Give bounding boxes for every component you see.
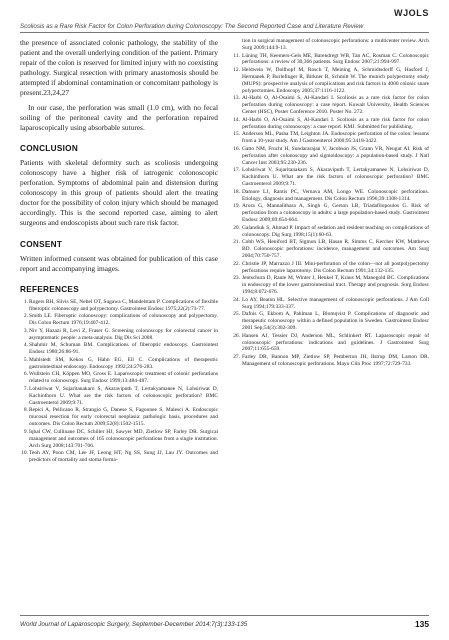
reference-text: Shahmir M, Schuman BM. Complications of fiberoptic endoscopy. Gastrointest Endosc 1980;26:86-91. [29, 342, 218, 356]
reference-number: 22. [233, 260, 240, 267]
body-paragraph: the presence of associated colonic pathology, the stability of the patient and the overall underlying condition of the patient. Primary repair of the colon is reserved for limited injury with no coexisting pathology. Surgical resection with primary anastomosis should be attempted if abdominal contamination or concomitant pathology is present.23,24,27 [20, 38, 218, 98]
reference-text: tion in surgical management of colonoscopic perforations: a multicenter review. Arch Surg 2009;144:9-13. [242, 38, 429, 51]
reference-text: Lüning TH, Keemers-Gels ME, Barendregt WB, Tan AC, Rosman C. Colonoscopic perforations: a review of 30,366 patients. Surg Endosc 2007;21:994-997. [242, 52, 429, 66]
reference-item [232, 333, 429, 354]
reference-number: 20. [233, 224, 240, 231]
reference-text: Iqbal CW, Cullinane DC, Schiller HJ, Sawyer MD, Zietlow SP, Farley DR. Surgical management and outcomes of 165 colonoscopic perforations from a single institution. Arch Surg 2008;143:701-706. [29, 428, 218, 449]
reference-number: 17. [233, 167, 240, 174]
reference-text: Lohsiriwat V, Sujaritanakarn S, Akaraviputh T, Lertakyamanee N, Lohsiriwat D, Kachinthorn U. What are the risk factors of colonoscopic perforation? BMC Gastroenterol 2009;9:71. [29, 385, 218, 406]
reference-text: Christie JP, Marrazzo J III. Mini-perforation of the colon—not all postpolypectomy perforations require laparotomy. Dis Colon Rectum 1991;34:132-135. [242, 260, 429, 274]
conclusion-heading: CONCLUSION [20, 143, 79, 153]
left-column [20, 38, 218, 610]
journal-citation: World Journal of Laparoscopic Surgery, September-December 2014;7(3):133-135 [20, 621, 248, 628]
header-rule [20, 32, 429, 33]
reference-text: Farley DR, Bannon MP, Zietlow SP, Pemberton JH, Ilstrup DM, Larson DR. Management of colonoscopic perforations. Mayo Clin Proc 1997;72:729-733. [242, 354, 429, 367]
reference-item [232, 297, 429, 311]
reference-item [232, 189, 429, 203]
reference-item [20, 328, 218, 342]
reference-number: 9. [23, 428, 28, 435]
reference-number: 4. [23, 342, 28, 349]
reference-item [232, 275, 429, 296]
reference-text: Teoh AY, Poon CM, Lee JF, Leong HT, Ng SS, Sung JJ, Lau JY. Outcomes and predictors of mortality and stoma forma- [29, 450, 218, 463]
reference-text: Niv Y, Hazazi R, Levi Z, Fraser G. Screening colonoscopy for colorectal cancer in asymptomatic people: a meta-analysis. Dig Dis Sci 2008. [29, 327, 218, 341]
consent-heading: CONSENT [20, 239, 63, 249]
reference-number: 12. [233, 67, 240, 73]
reference-text: Lohsiriwat V, Sujaritanakarn S, Akaraviputh T, Lertakyamanee N, Lohsiriwat D, Kachinthorn U. What are the risk factors of colonoscopic perforation? BMC Gastroenterol 2009;9:71. [242, 167, 429, 188]
reference-item [20, 299, 218, 313]
page-number: 135 [415, 619, 429, 629]
reference-number: 19. [233, 203, 240, 210]
reference-number: 7. [23, 385, 28, 392]
reference-number: 18. [233, 188, 240, 195]
reference-text: Jentschura D, Raute M, Winter J, Henkel T, Kraus M, Manegold BC. Complications in endoscopy of the lower gastrointestinal tract. Therapy and prognosis. Surg Endosc 1994;8:672-676. [242, 275, 429, 296]
consent-text: Written informed consent was obtained for publication of this case report and accompanying images. [20, 253, 218, 273]
reference-list [232, 38, 429, 368]
reference-text: Mahlstedt SM, Kekos G, Hahn EG, Ell C. Complications of therapeutic gastrointestinal endoscopy. Endoscopy 1992;24:276-283. [29, 356, 218, 370]
reference-item [232, 203, 429, 224]
reference-item [20, 450, 218, 464]
reference-item [232, 167, 429, 188]
reference-item [232, 146, 429, 167]
reference-number: 13. [233, 95, 240, 102]
reference-text: Heldwein W, Dollhopf M, Rosch T, Meining A, Schmidtsdorff G, Hasford J, Hermanek P, Burlefinger R, Birkner B, Schmitt W. The munich polypectomy study (MUPS): prospective analysis of complications and risk factors in 4000 colonic snare polypectomies. Endoscopy 2005;37:1116-1122. [242, 67, 429, 94]
reference-item [20, 407, 218, 428]
reference-text: Dafnis G, Ekbom A, Pahlman L, Blomqvist P. Complications of diagnostic and therapeutic colonoscopy within a defined population in Sweden. Gastrointest Endosc 2001 Sep;54(3):302-309. [242, 311, 429, 332]
reference-text: Rogers BH, Silvis SE, Nebel OT, Sugawa C, Mandelstam P. Complications of flexible fiberoptic colonoscopy and polypectomy. Gastrointest Endosc 1975;22(2):73-77. [29, 298, 218, 312]
reference-text: Al-Harbi O, Al-Osaimi S, Al-Kandari I. Scoliosis as a rare risk factor for colon perforation during colonoscopy: a case report. Kuwait University, Health Sciences Center (HSC), Poster Conference 2010. Poster No. 272. [242, 95, 429, 116]
reference-number: 3. [23, 327, 28, 334]
reference-number: 16. [233, 145, 240, 152]
reference-item [20, 386, 218, 407]
references-heading: REFERENCES [20, 284, 79, 294]
reference-item [232, 117, 429, 131]
reference-number: 24. [233, 296, 240, 303]
footer-rule [20, 615, 429, 616]
reference-item [232, 261, 429, 275]
reference-item [232, 239, 429, 260]
reference-number: 6. [23, 371, 28, 378]
reference-text: Gatto NM, Frucht H, Sundararajan V, Jacobson JS, Grann VR, Neugut AI. Risk of perforation after colonoscopy and sigmoidoscopy: a population-based study. J Natl Cancer Inst 2003;95:230-236. [242, 145, 429, 166]
reference-number: 25. [233, 311, 240, 318]
reference-number: 15. [233, 131, 240, 138]
reference-number: 8. [23, 407, 28, 414]
reference-text: Hansen AJ, Tessier DJ, Anderson ML, Schlinkert RT. Laparoscopic repair of colonoscopic perforations: indications and guidelines. J Gastrointest Surg 2007;11:655-659. [242, 332, 429, 353]
reference-item [20, 342, 218, 356]
reference-number: 23. [233, 275, 240, 282]
right-column [232, 38, 429, 610]
reference-item [232, 354, 429, 368]
reference-item [20, 371, 218, 385]
body-paragraph: In our case, the perforation was small (1.0 cm), with no fecal soiling of the peritoneal cavity and the perforation repaired laparoscopically using absorbable sutures. [20, 102, 218, 132]
reference-item [232, 225, 429, 239]
reference-item [232, 38, 429, 52]
reference-text: Galandiuk S, Ahmad P. Impact of sedation and resident teaching on complications of colonoscopy. Dig Surg 1998;15(1):60-63. [242, 224, 429, 238]
reference-text: Wullstein CH, Köppen MO, Gross E. Laparoscopic treatment of colonic perforations related to colonoscopy. Surg Endosc 1999;13:484-487. [29, 371, 218, 385]
running-title: Scoliosis as a Rare Risk Factor for Colon Perforation during Colonoscopy: The Second Reported Case and Literature Review [20, 23, 364, 30]
reference-item [232, 131, 429, 145]
reference-text: Lo AY, Beaton HL. Selective management of colonoscopic perforations. J Am Coll Surg 1994;179:333-337. [242, 296, 429, 310]
reference-text: Anderson ML, Pasha TM, Leighton JA. Endoscopic perforation of the colon: lessons from a 10-year study. Am J Gastroenterol 2000;95:3418-3422. [242, 131, 429, 145]
reference-text: Cobb WS, Heniford BT, Sigmon LB, Hasan R, Simms C, Kercher KW, Matthews BD. Colonoscopic perforations: incidence, management and outcomes. Am Surg 2004;70:750-757. [242, 239, 429, 260]
journal-abbreviation: WJOLS [393, 8, 429, 18]
reference-text: Smith LE. Fiberoptic colonoscopy: complications of colonoscopy and polypectomy. Dis Colon Rectum 1976;19:407-412. [29, 313, 218, 327]
reference-number: 11. [233, 52, 240, 59]
reference-number: 21. [233, 239, 240, 246]
reference-item [232, 311, 429, 332]
reference-number: 10. [21, 450, 28, 457]
reference-number: 2. [23, 313, 28, 320]
reference-text: Arora G, Mannalithara A, Singh G, Gerson LB, Triadafilopoulos G. Risk of perforation from a colonoscopy in adults: a large population-based study. Gastrointest Endosc 2009;69:654-664. [242, 203, 429, 224]
reference-text: Damore LJ, Rantis PC, Vernava AM, Longo WE. Colonoscopic perforations. Etiology, diagnosis and management. Dis Colon Rectum 1996;39:1308-1314. [242, 188, 429, 202]
reference-number: 27. [233, 354, 240, 361]
reference-text: Repici A, Pellicano R, Strangio G, Danese S, Fagoonee S, Malesci A. Endoscopic mucosal resection for early colorectal neoplasia: pathologic basis, procedures and outcomes. Dis Colon Rectum 2009;52(8):1502-1515. [29, 407, 218, 428]
reference-item [20, 313, 218, 327]
reference-item [20, 429, 218, 450]
reference-item [232, 95, 429, 116]
reference-number: 14. [233, 116, 240, 123]
reference-item [232, 53, 429, 67]
reference-item [232, 67, 429, 95]
reference-list [20, 299, 218, 464]
conclusion-text: Patients with skeletal deformity such as scoliosis undergoing colonoscopy have a higher risk of iatrogenic colonoscopic perforation. Symptoms of abdominal pain and distension during colonoscopy in this group of patients should alert the treating doctor for the possibility of colon injury which should be managed accordingly. This is the second reported case, aiming to alert surgeons and endoscopists about such rare risk factor. [20, 157, 218, 228]
reference-item [20, 357, 218, 371]
reference-number: 5. [23, 356, 28, 363]
reference-number: 1. [23, 298, 28, 305]
reference-number: 26. [233, 332, 240, 339]
reference-text: Al-Harbi O, Al-Osaimi S, Al-Kandari I. Scoliosis as a rare risk factor for colon perforation during colonoscopy: a case report. KMJ. Submitted for publishing. [242, 116, 429, 130]
